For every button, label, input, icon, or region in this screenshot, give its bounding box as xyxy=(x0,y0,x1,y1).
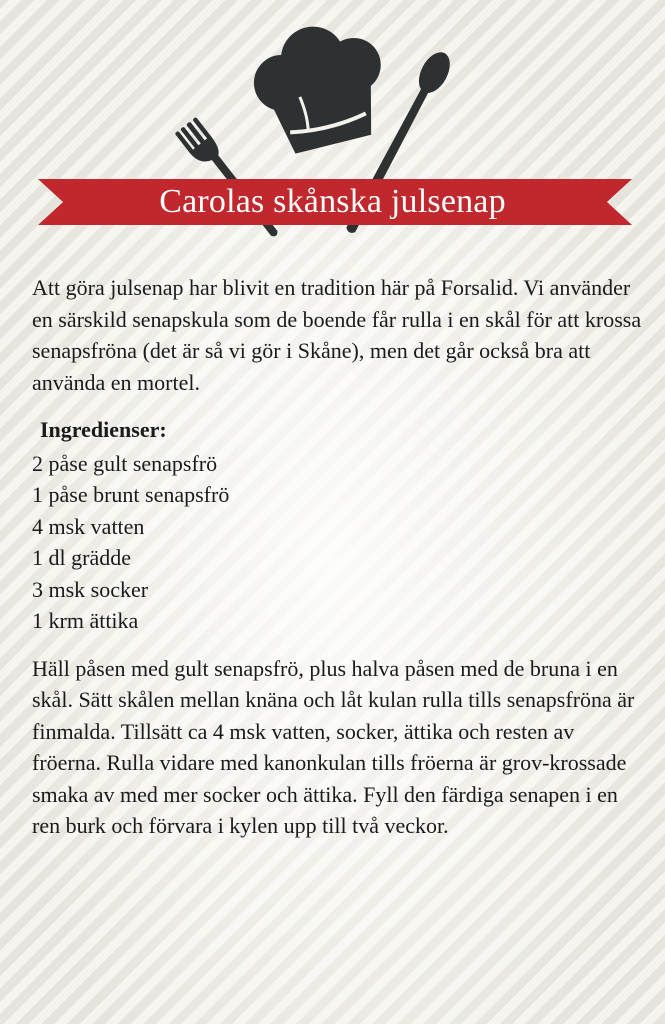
ingredient-item: 4 msk vatten xyxy=(32,513,145,539)
ingredient-item: 1 påse brunt senapsfrö xyxy=(32,482,230,507)
recipe-body xyxy=(32,272,642,842)
ingredient-item: 3 msk socker xyxy=(32,576,149,602)
intro-paragraph: Att göra julsenap har blivit en tradition här på Forsalid. Vi använder en särskild senapskula som de boende får rulla i en skål för att krossa senapsfröna (det är så vi gör i Skåne), men det går också bra att använda en mortel. xyxy=(32,275,642,395)
ingredient-item: 1 dl grädde xyxy=(32,545,131,570)
instructions-paragraph: Häll påsen med gult senapsfrö, plus halva påsen med de bruna i en skål. Sätt skålen mellan knäna och låt kulan rulla tills senapsfröna är finmalda. Tillsätt ca 4 msk vatten, socker, ättika och resten av fröerna. Rulla vidare med kanonkulan tills fröerna är grov-krossade smaka av med mer socker och ättika. Fyll den färdiga senapen i en ren burk och förvara i kylen upp till två veckor. xyxy=(32,655,635,838)
ingredients-heading: Ingredienser: xyxy=(40,417,167,442)
chef-hat-icon xyxy=(243,12,397,160)
recipe-title: Carolas skånska julsenap xyxy=(159,183,506,220)
ingredient-item: 1 krm ättika xyxy=(32,608,139,633)
ingredient-item: 2 påse gult senapsfrö xyxy=(32,450,218,476)
ingredients-list xyxy=(32,448,642,637)
